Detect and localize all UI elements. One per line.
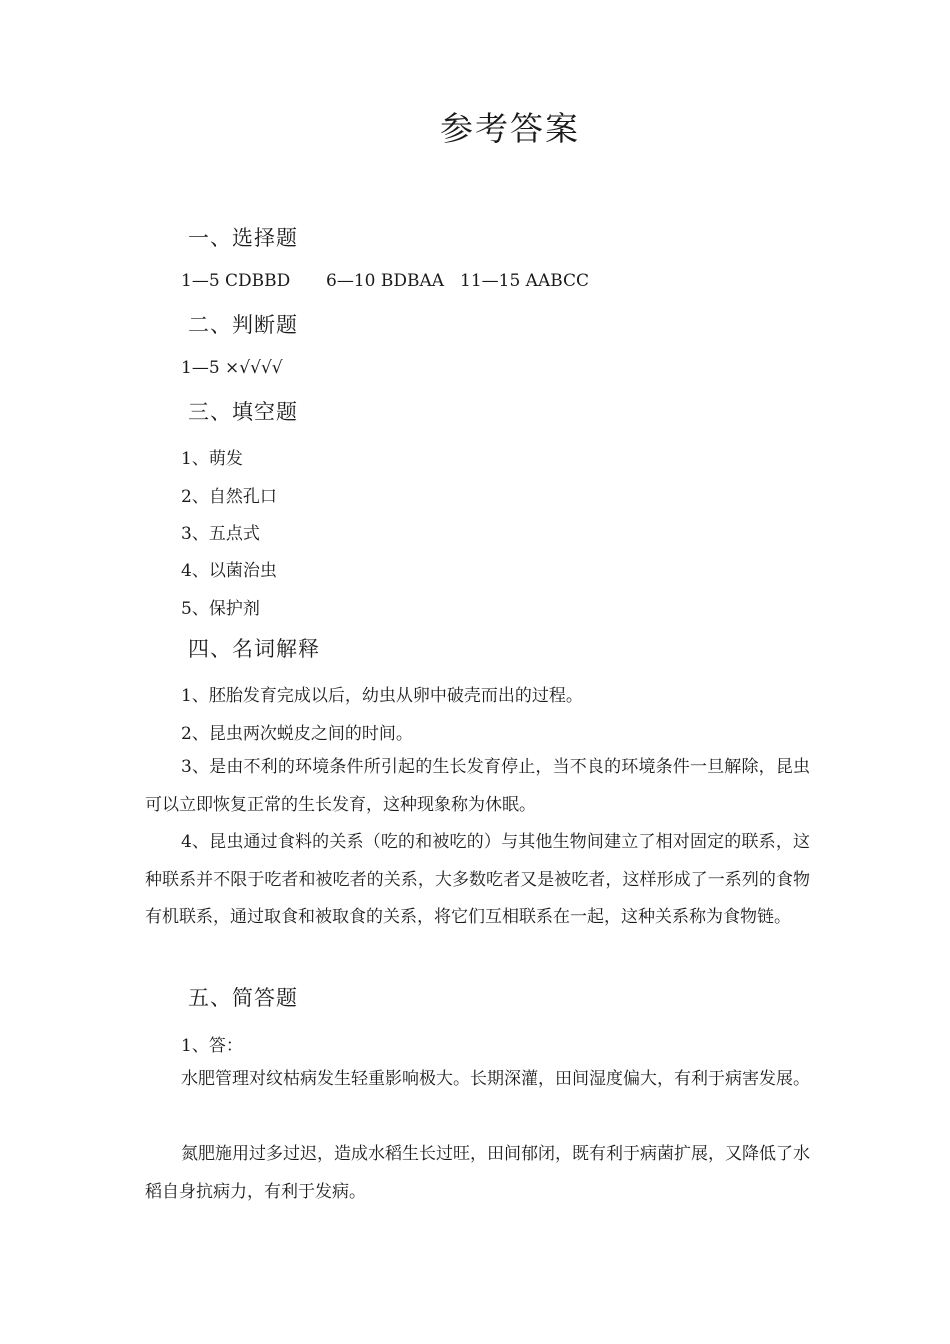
- term-item: 1、胚胎发育完成以后，幼虫从卵中破壳而出的过程。: [181, 686, 583, 706]
- answer-paragraph: 水肥管理对纹枯病发生轻重影响极大。长期深灌，田间湿度偏大，有利于病害发展。: [181, 1069, 810, 1089]
- section-heading-judge: 二、判断题: [188, 313, 298, 337]
- choice-answers: [181, 271, 589, 291]
- term-item: 2、昆虫两次蜕皮之间的时间。: [181, 724, 413, 744]
- term-item: 4、昆虫通过食料的关系（吃的和被吃的）与其他生物间建立了相对固定的联系，这种联系并不限于吃者和被吃者的关系，大多数吃者又是被吃者，这样形成了一系列的食物有机联系，通过取食和被取食的关系，将它们互相联系在一起，这种关系称为食物链。: [145, 832, 810, 927]
- section-heading-fill: 三、填空题: [188, 400, 298, 424]
- answer-label: 1、答：: [181, 1036, 243, 1056]
- fill-item: 3、五点式: [181, 524, 260, 544]
- term-item: 3、是由不利的环境条件所引起的生长发育停止，当不良的环境条件一旦解除，昆虫可以立即恢复正常的生长发育，这种现象称为休眠。: [145, 757, 810, 815]
- fill-item: 4、以菌治虫: [181, 561, 277, 581]
- section-heading-short: 五、简答题: [188, 986, 298, 1010]
- answer-paragraph: 氮肥施用过多过迟，造成水稻生长过旺，田间郁闭，既有利于病菌扩展，又降低了水稻自身抗病力，有利于发病。: [145, 1144, 810, 1202]
- choice-group-2: 6—10 BDBAA: [326, 271, 445, 291]
- choice-group-1: 1—5 CDBBD: [181, 271, 291, 291]
- section-heading-choice: 一、选择题: [188, 226, 298, 250]
- fill-item: 1、萌发: [181, 449, 243, 469]
- section-heading-terms: 四、名词解释: [188, 637, 320, 661]
- fill-item: 2、自然孔口: [181, 487, 277, 507]
- fill-item: 5、保护剂: [181, 599, 260, 619]
- choice-group-3: 11—15 AABCC: [460, 271, 590, 291]
- page-title: 参考答案: [440, 109, 580, 148]
- judge-answers: 1—5 ×√√√√: [181, 358, 283, 378]
